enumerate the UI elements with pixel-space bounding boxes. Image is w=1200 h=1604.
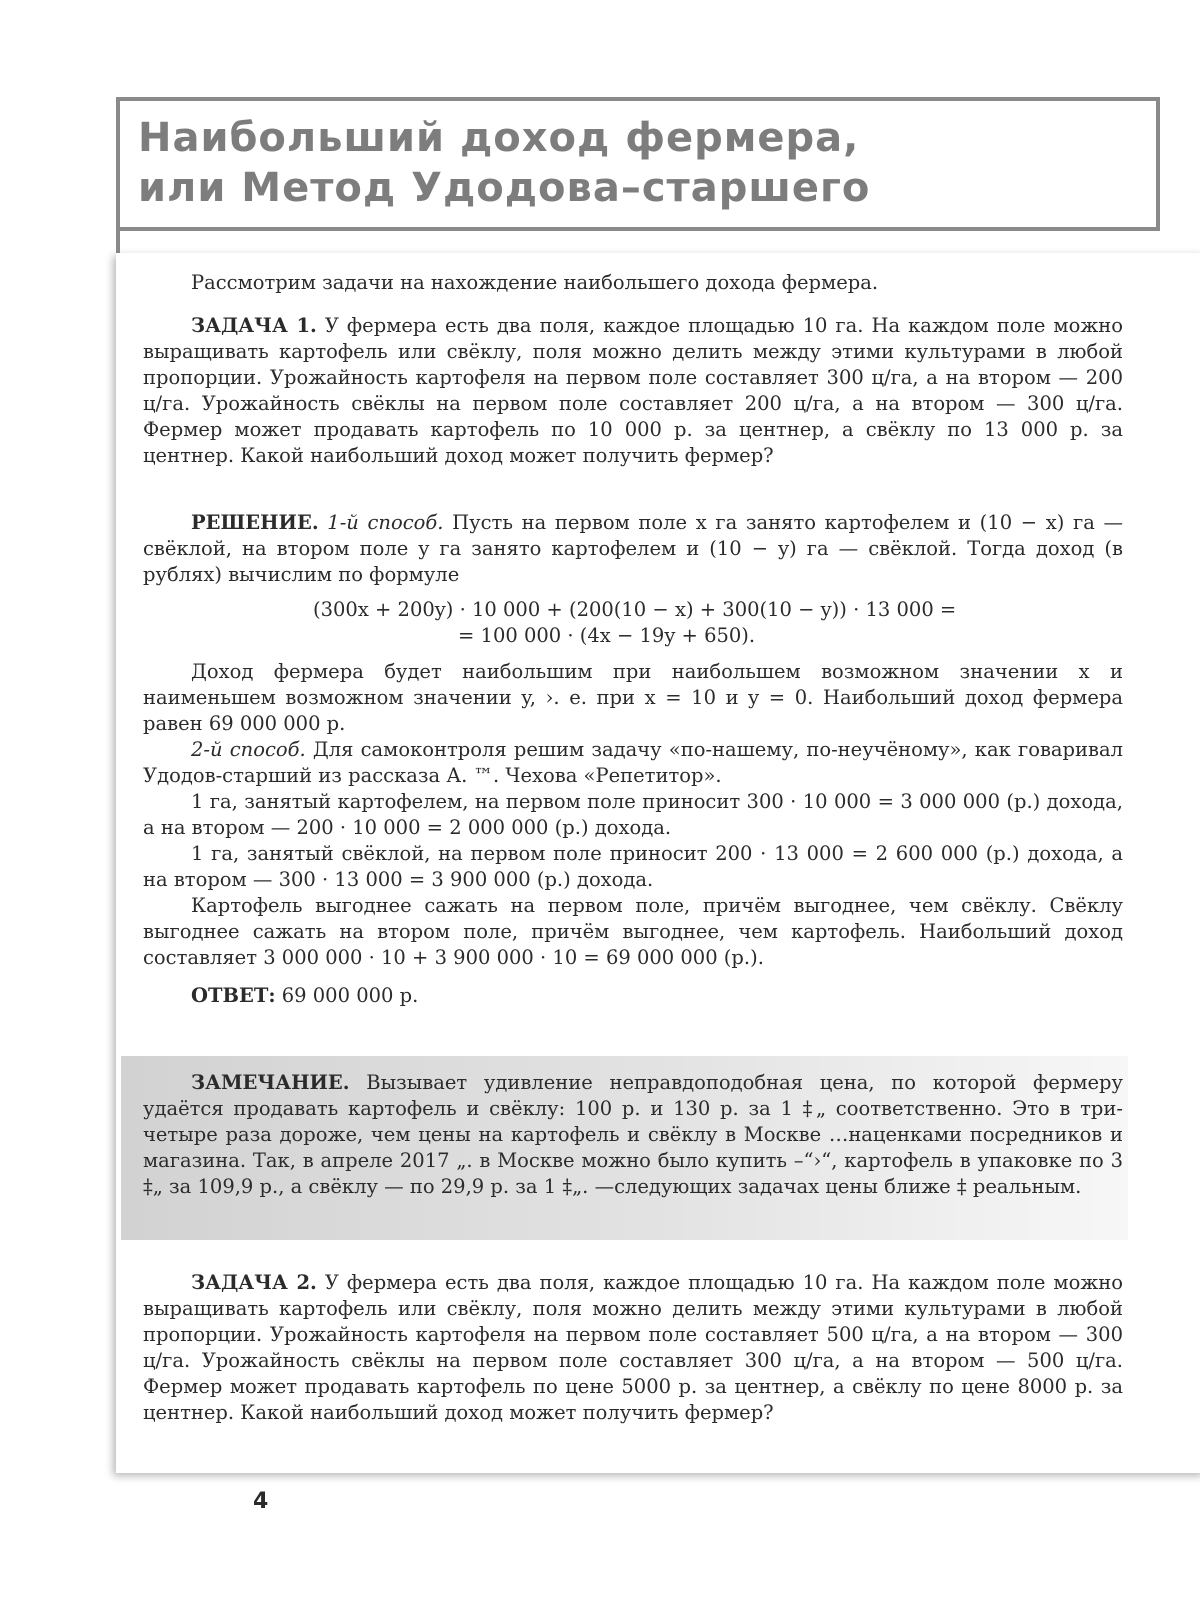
answer-value: 69 000 000 р.: [281, 984, 419, 1007]
remark-label: ЗАМЕЧАНИЕ.: [191, 1071, 350, 1094]
remark: [143, 1070, 1123, 1200]
task-2-text: У фермера есть два поля, каждое площадью 10 га. На каждом поле можно выращивать картофель или свёклу, поля можно делить между этими культурами в любой пропорции. Урожайность картофеля на первом поле составляет 500 ц/га, а на втором — 300 ц/га. Урожайность свёклы на первом поле составляет 300 ц/га, а на втором — 500 ц/га. Фермер может продавать картофель по цене 5000 р. за центнер, а свёклу по цене 8000 р. за центнер. Какой наибольший доход может получить фермер?: [143, 1271, 1124, 1424]
intro-paragraph: Рассмотрим задачи на нахождение наибольшего дохода фермера.: [191, 271, 879, 294]
page-number: 4: [253, 1489, 269, 1514]
formula-line-1: (300x + 200y) · 10 000 + (200(10 − x) + 300(10 − y)) · 13 000 =: [313, 598, 957, 621]
title-box: [116, 97, 1160, 231]
answer-label: ОТВЕТ:: [191, 984, 276, 1007]
task-1-text: У фермера есть два поля, каждое площадью 10 га. На каждом поле можно выращивать картофель или свёклу, поля можно делить между этими культурами в любой пропорции. Урожайность картофеля на первом поле составляет 300 ц/га, а на втором — 200 ц/га. Урожайность свёклы на первом поле составляет 200 ц/га, а на втором — 300 ц/га. Фермер может продавать картофель по 10 000 р. за центнер, а свёклу по 13 000 р. за центнер. Какой наибольший доход может получить фермер?: [143, 314, 1124, 467]
method-2-label: 2-й способ.: [191, 738, 306, 761]
title-connector-rule: [116, 231, 120, 255]
page-title-line-1: Наибольший доход фермера,: [138, 115, 860, 161]
answer: [143, 983, 1123, 1009]
solution-method-2: [143, 737, 1123, 789]
beet-paragraph: 1 га, занятый свёклой, на первом поле приносит 200 · 13 000 = 2 600 000 (р.) дохода, а на втором — 300 · 13 000 = 3 900 000 (р.) дохода.: [143, 842, 1123, 891]
conclusion-paragraph: Картофель выгоднее сажать на первом поле, причём выгоднее, чем свёклу. Свёклу выгоднее сажать на втором поле, причём выгоднее, чем картофель. Наибольший доход составляет 3 000 000 · 10 + 3 900 000 · 10 = 69 000 000 (р.).: [143, 894, 1123, 969]
task-1: [143, 313, 1123, 469]
method-1-label: 1-й способ.: [327, 511, 444, 534]
solution-label: РЕШЕНИЕ.: [191, 511, 319, 534]
task-2: [143, 1270, 1123, 1426]
potato-paragraph: 1 га, занятый картофелем, на первом поле приносит 300 · 10 000 = 3 000 000 (р.) дохода, а на втором — 200 · 10 000 = 2 000 000 (р.) дохода.: [143, 790, 1123, 839]
task-1-label: ЗАДАЧА 1.: [191, 314, 317, 337]
method-1-text: Пусть на первом поле x га занято картофелем и (10 − x) га — свёклой, на втором поле y га занято картофелем и (10 − y) га — свёклой. Тогда доход (в рублях) вычислим по формуле: [143, 511, 1123, 586]
method-2-text: Для самоконтроля решим задачу «по-нашему, по-неучёному», как говаривал Удодов-старший из рассказа А. ™. Чехова «Репетитор».: [143, 738, 1124, 787]
task-2-label: ЗАДАЧА 2.: [191, 1271, 317, 1294]
max-income-paragraph: Доход фермера будет наибольшим при наибольшем возможном значении x и наименьшем возможном значении y, ›. е. при x = 10 и y = 0. Наибольший доход фермера равен 69 000 000 р.: [143, 660, 1123, 735]
remark-text: Вызывает удивление неправдоподобная цена, по которой фермеру удаётся продавать картофель и свёклу: 100 р. и 130 р. за 1 ‡„ соответственно. Это в три-четыре раза дороже, чем цены на картофель и свёклу в Москве …наценками посредников и магазина. Так, в апреле 2017 „. в Москве можно было купить –“›“, картофель в упаковке по 3 ‡„ за 109,9 р., а свёклу — по 29,9 р. за 1 ‡„. —следующих задачах цены ближе ‡ реальным.: [143, 1071, 1123, 1198]
formula-line-2: = 100 000 · (4x − 19y + 650).: [458, 624, 756, 647]
page-title-line-2: или Метод Удодова–старшего: [138, 165, 871, 211]
solution-method-1: [143, 510, 1123, 588]
